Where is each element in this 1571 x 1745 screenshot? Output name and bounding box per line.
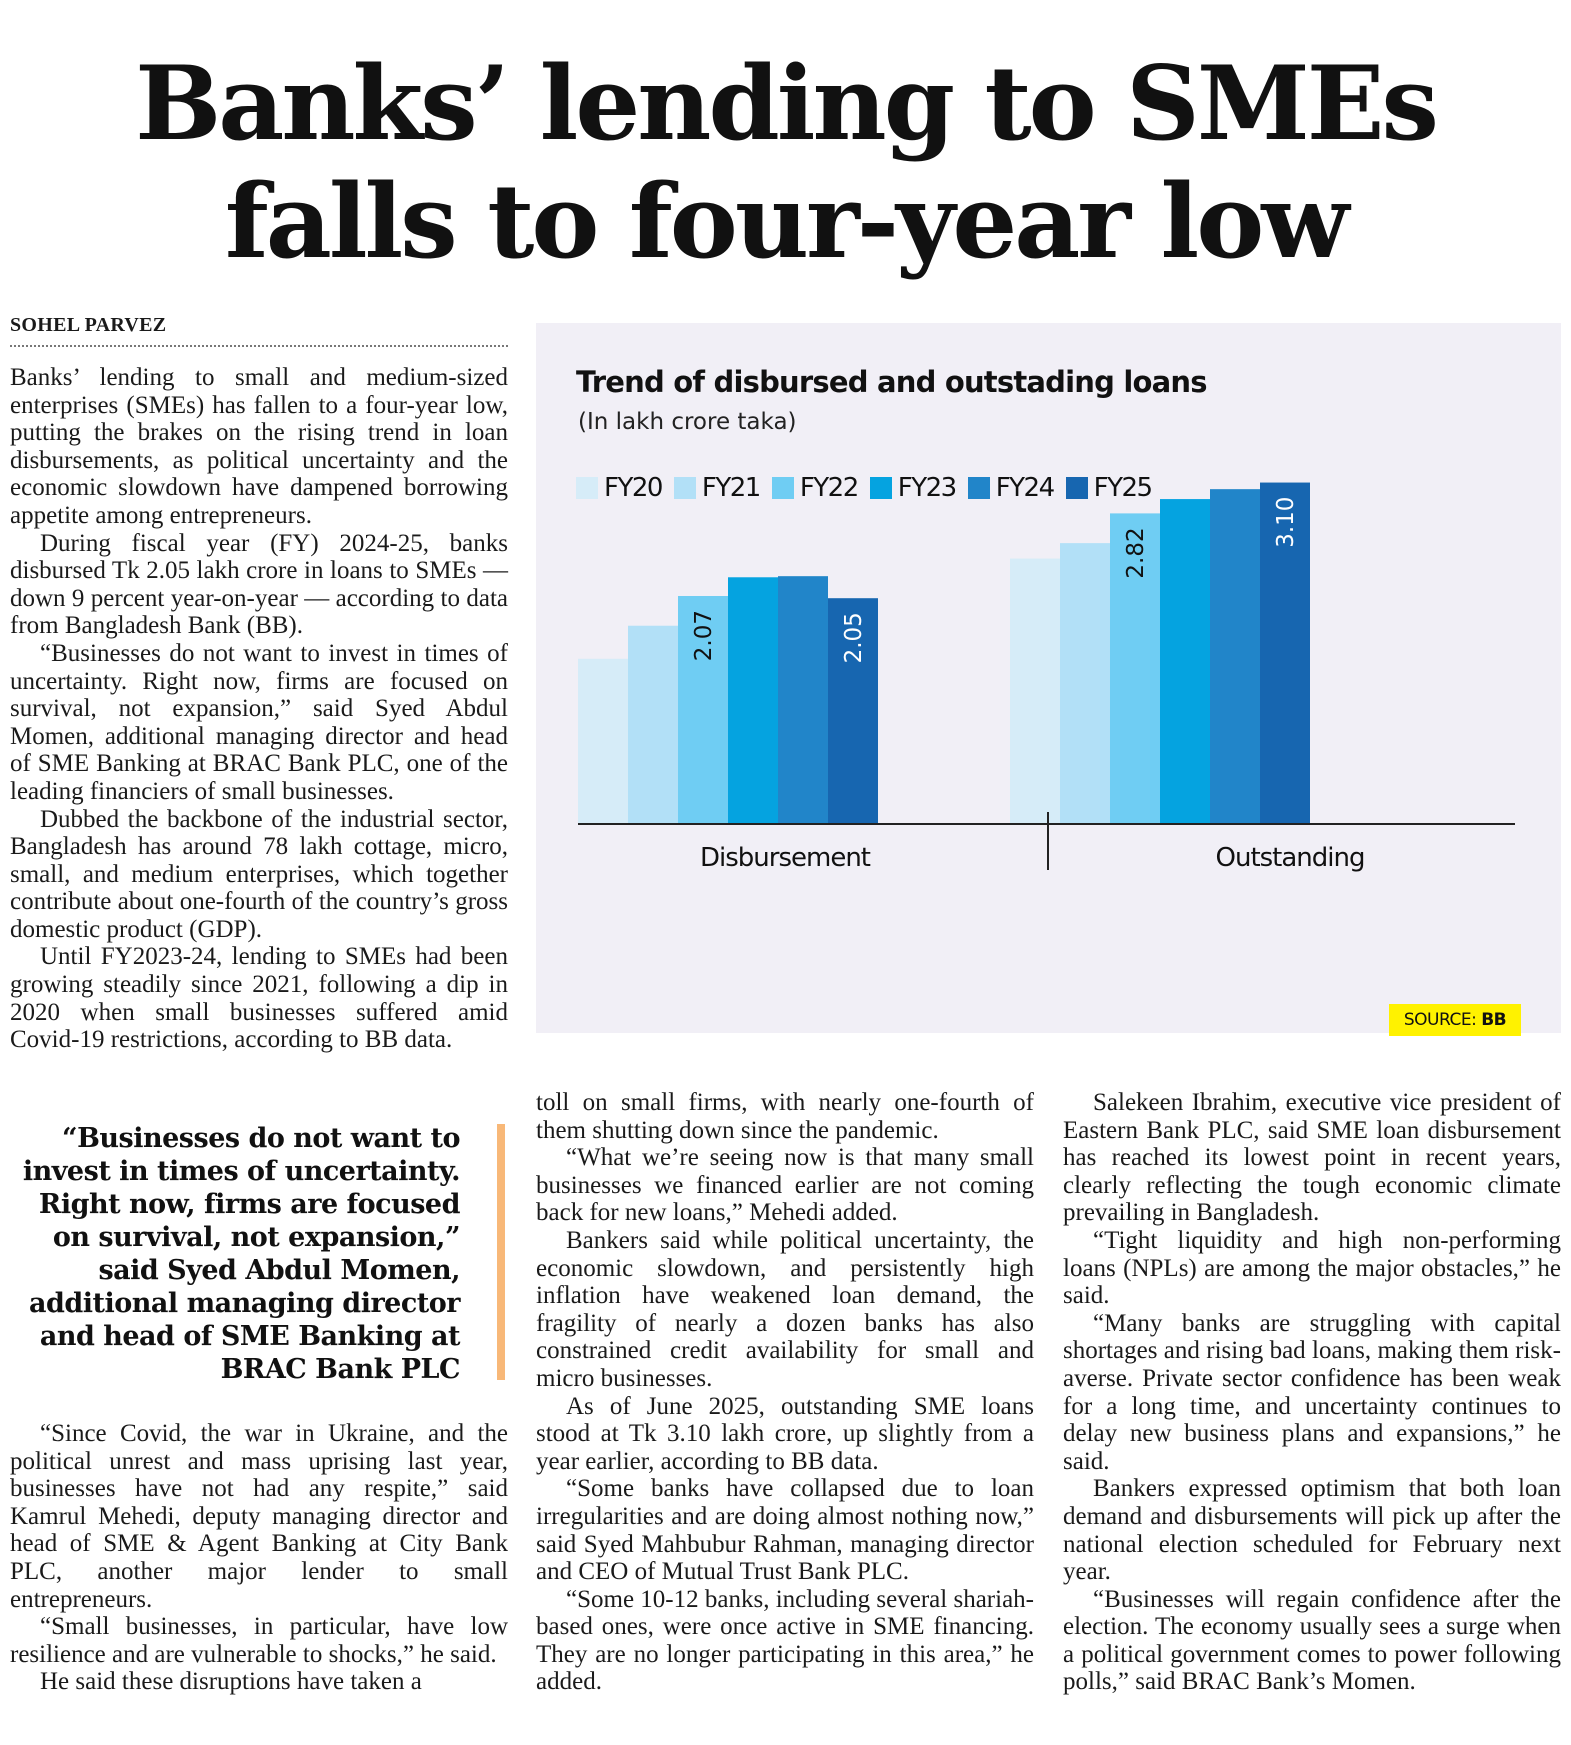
paragraph: He said these disruptions have taken a — [40, 1668, 422, 1696]
headline — [0, 45, 1571, 281]
category-label-disbursement: Disbursement — [700, 843, 870, 873]
bar-disbursement-fy20 — [578, 659, 628, 824]
data-label: 3.10 — [1273, 496, 1299, 548]
bar-disbursement-fy21 — [628, 626, 678, 824]
headline-line-1: Banks’ lending to SMEs — [135, 44, 1436, 164]
source-prefix: SOURCE: — [1403, 1010, 1477, 1030]
paragraph: Bankers said while political uncertainty, the economic slowdown, and persistently high inflation have weakened loan demand, the fragility of nearly a dozen banks has also constrained credit availability for small and micro businesses. — [536, 1226, 1034, 1392]
headline-line-2: falls to four-year low — [224, 162, 1347, 282]
paragraph: “Businesses do not want to invest in times of uncertainty. Right now, firms are focused on survival, not expansion,” said Syed Abdul Momen, additional managing director and head of SME Banking at BRAC Bank PLC, one of the leading financiers of small businesses. — [10, 639, 508, 805]
column-1-top — [10, 364, 508, 1054]
data-label: 2.82 — [1123, 527, 1149, 579]
paragraph: “Businesses will regain confidence after the election. The economy usually sees a surge when a political government comes to power following polls,” said BRAC Bank’s Momen. — [1063, 1585, 1561, 1696]
legend-label: FY22 — [799, 473, 858, 503]
paragraph: Bankers expressed optimism that both loan demand and disbursements will pick up after the national election scheduled for February next year. — [1063, 1475, 1561, 1586]
legend-label: FY20 — [604, 473, 662, 503]
paragraph: Until FY2023-24, lending to SMEs had been growing steadily since 2021, following a dip in 2020 when small businesses suffered amid Covid-19 restrictions, according to BB data. — [10, 943, 508, 1054]
paragraph: toll on small firms, with nearly one-fourth of them shutting down since the pandemic. — [536, 1089, 1034, 1144]
legend-label: FY23 — [897, 473, 956, 503]
paragraph: “Many banks are struggling with capital shortages and rising bad loans, making them risk-averse. Private sector confidence has been weak for a long time, and uncertainty continues to delay new business plans and expansions,” he said. — [1063, 1309, 1561, 1475]
source-badge — [1389, 1004, 1521, 1036]
data-label: 2.05 — [841, 612, 867, 664]
legend-label: FY25 — [1093, 473, 1152, 503]
bar-outstanding-fy20 — [1010, 559, 1060, 824]
source-name: BB — [1481, 1010, 1507, 1030]
paragraph: “Some 10-12 banks, including several shariah-based ones, were once active in SME financing. They are no longer participating in this area,” he added. — [536, 1585, 1034, 1696]
paragraph: Dubbed the backbone of the industrial sector, Bangladesh has around 78 lakh cottage, micro, small, and medium enterprises, which together contribute about one-fourth of the country’s gross domestic product (GDP). — [10, 805, 508, 943]
column-3 — [1063, 1089, 1561, 1696]
paragraph: “Small businesses, in particular, have low resilience and are vulnerable to shocks,” he said. — [10, 1613, 508, 1668]
column-2 — [536, 1089, 1034, 1696]
chart-panel — [536, 323, 1561, 1033]
data-label: 2.07 — [691, 610, 717, 662]
legend-label: FY21 — [701, 473, 760, 503]
paragraph: “Some banks have collapsed due to loan irregularities and are doing almost nothing now,” said Syed Mahbubur Rahman, managing director and CEO of Mutual Trust Bank PLC. — [536, 1475, 1034, 1586]
bar-outstanding-fy23 — [1160, 499, 1210, 824]
paragraph: Banks’ lending to small and medium-sized enterprises (SMEs) has fallen to a four-year low, putting the brakes on the rising trend in loan disbursements, as political uncertainty and the economic slowdown have dampened borrowing appetite among entrepreneurs. — [10, 364, 508, 529]
bar-disbursement-fy24 — [778, 576, 828, 824]
paragraph: As of June 2025, outstanding SME loans stood at Tk 3.10 lakh crore, up slightly from a year earlier, according to BB data. — [536, 1392, 1034, 1475]
paragraph: During fiscal year (FY) 2024-25, banks disbursed Tk 2.05 lakh crore in loans to SMEs — down 9 percent year-on-year — according to data from Bangladesh Bank (BB). — [10, 529, 508, 640]
pull-quote: “Businesses do not want to invest in times of uncertainty. Right now, firms are focused on survival, not expansion,” said Syed Abdul Momen, additional managing director and head of SME Banking at BRAC Bank PLC — [22, 1123, 460, 1385]
paragraph: “Since Covid, the war in Ukraine, and the political unrest and mass uprising last year, businesses have not had any respite,” said Kamrul Mehedi, deputy managing director and head of SME & Agent Banking at City Bank PLC, another major lender to small entrepreneurs. — [10, 1420, 508, 1613]
legend-label: FY24 — [995, 473, 1054, 503]
chart-subtitle: (In lakh crore taka) — [578, 409, 797, 435]
byline: SOHEL PARVEZ — [10, 314, 508, 347]
bar-disbursement-fy23 — [728, 577, 778, 824]
category-label-outstanding: Outstanding — [1215, 843, 1365, 873]
bar-chart — [536, 323, 1561, 1033]
bar-outstanding-fy21 — [1060, 543, 1110, 824]
bar-outstanding-fy24 — [1210, 489, 1260, 824]
pull-quote-accent-bar — [497, 1124, 505, 1380]
chart-title: Trend of disbursed and outstading loans — [576, 365, 1207, 399]
paragraph: “What we’re seeing now is that many small businesses we financed earlier are not coming back for new loans,” Mehedi added. — [536, 1144, 1034, 1227]
paragraph: Salekeen Ibrahim, executive vice president of Eastern Bank PLC, said SME loan disbursement has reached its lowest point in recent years, clearly reflecting the tough economic climate prevailing in Bangladesh. — [1063, 1089, 1561, 1227]
column-1-bottom — [10, 1420, 508, 1696]
paragraph: “Tight liquidity and high non-performing loans (NPLs) are among the major obstacles,” he said. — [1063, 1226, 1561, 1310]
